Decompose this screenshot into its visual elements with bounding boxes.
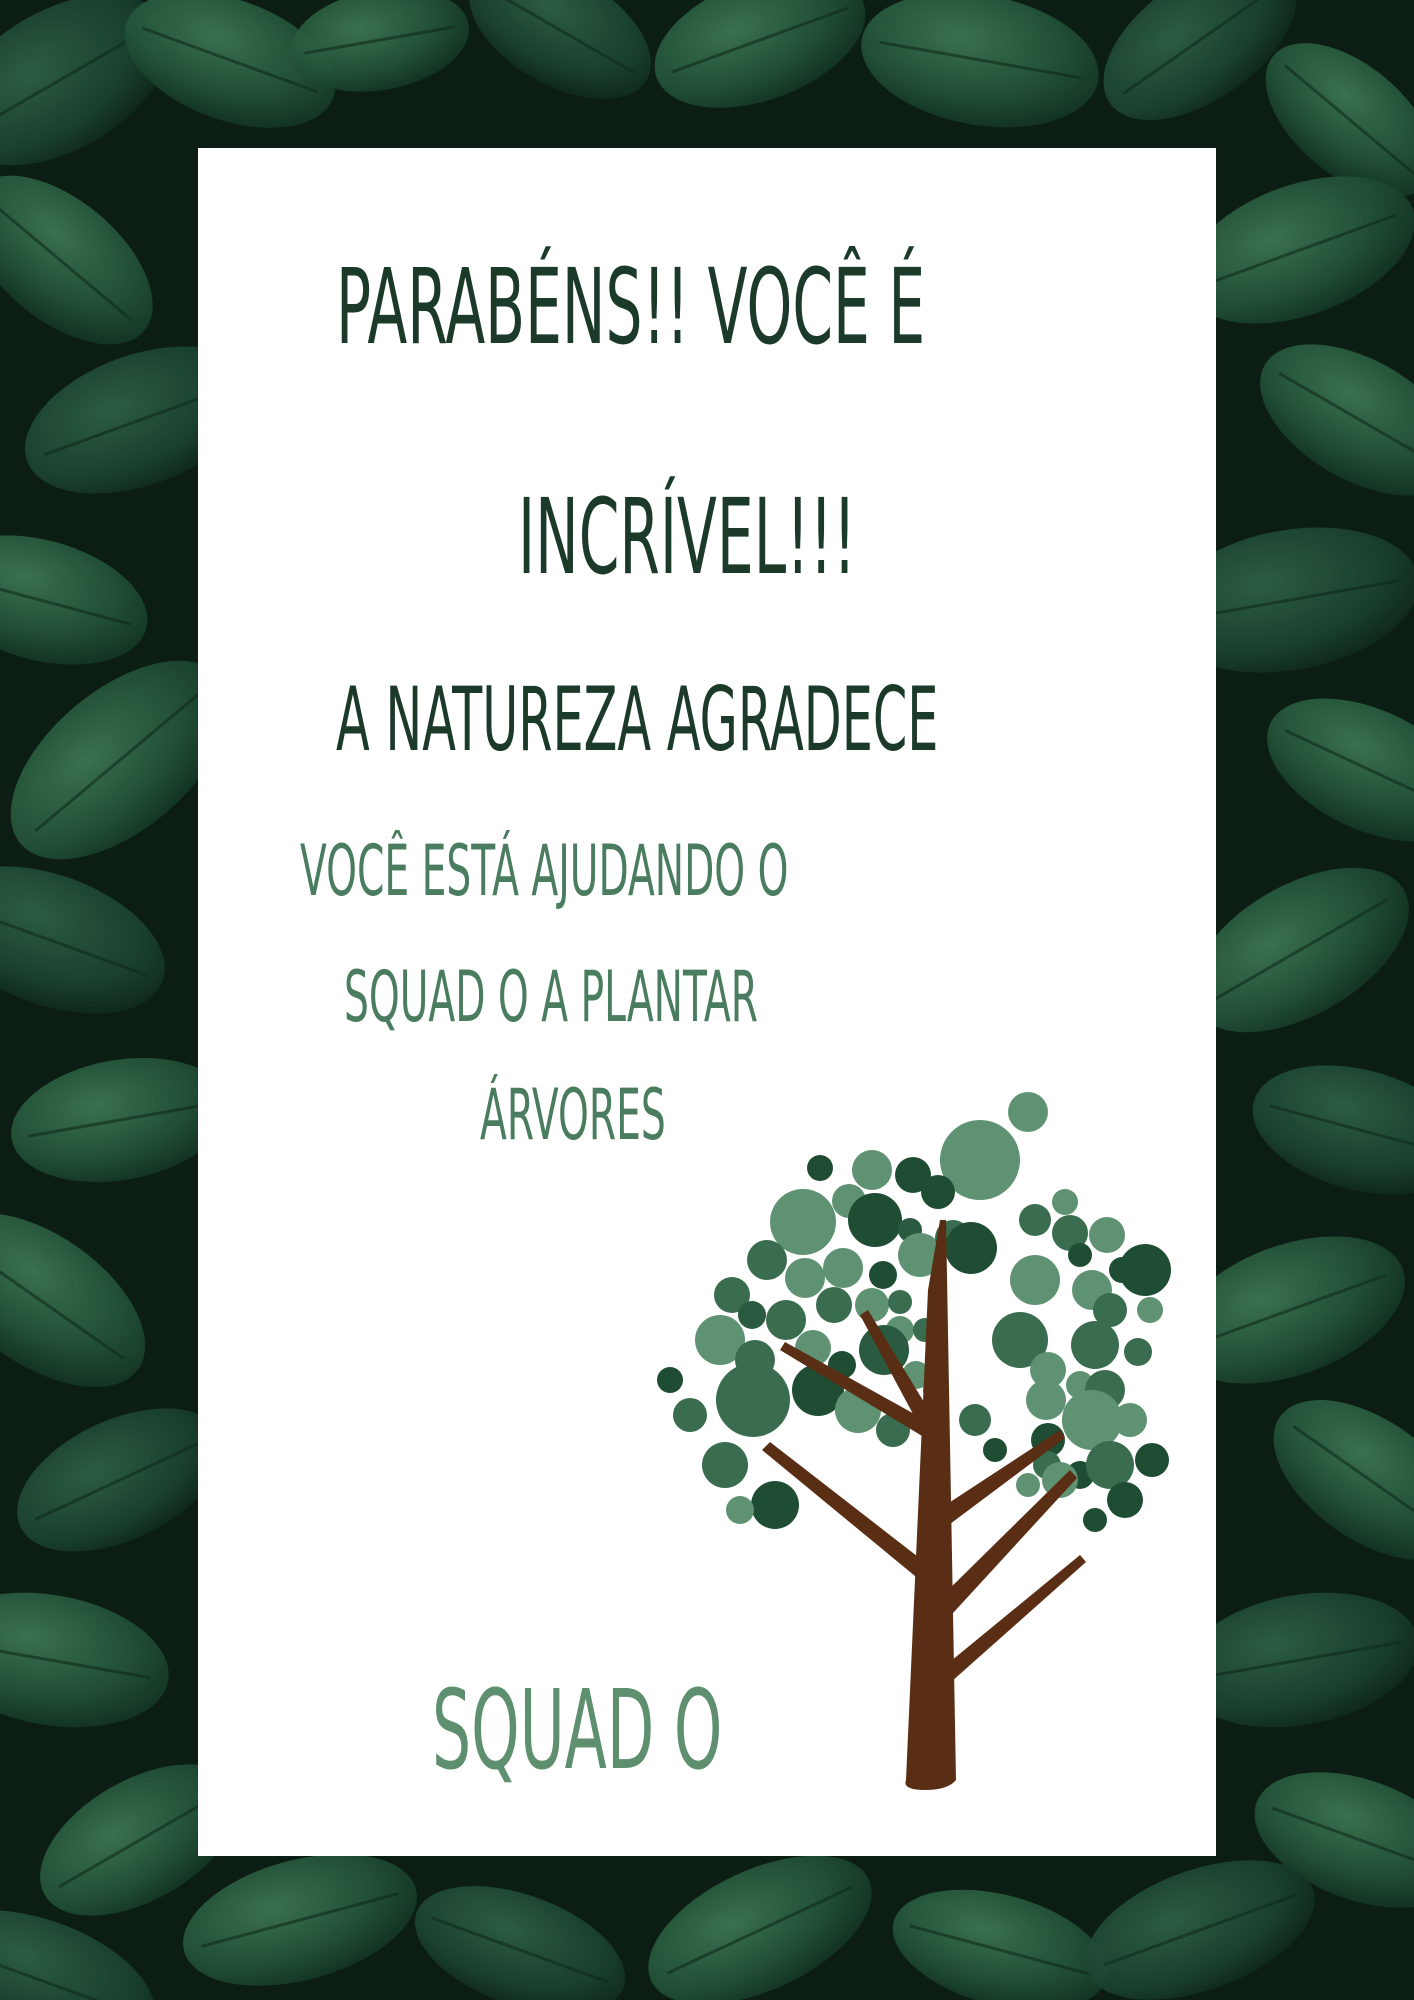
- tree-leaf-dot: [1124, 1338, 1152, 1366]
- tree-leaf-dot: [945, 1222, 997, 1274]
- tree-leaf-dot: [726, 1496, 754, 1524]
- message-line-1: VOCÊ ESTÁ AJUDANDO O: [300, 830, 789, 912]
- tree-leaf-dot: [1010, 1255, 1060, 1305]
- subtitle: A NATUREZA AGRADECE: [336, 668, 939, 771]
- message-line-2: SQUAD O A PLANTAR: [344, 956, 758, 1038]
- tree-leaf-dot: [751, 1481, 799, 1529]
- tree-leaf-dot: [1052, 1189, 1078, 1215]
- tree-leaf-dot: [657, 1367, 683, 1393]
- tree-leaf-dot: [852, 1150, 892, 1190]
- tree-leaf-dot: [673, 1398, 707, 1432]
- tree-trunk: [762, 1220, 1086, 1790]
- tree-leaf-dot: [1107, 1482, 1143, 1518]
- signature: SQUAD O: [432, 1666, 723, 1794]
- tree-leaf-dot: [888, 1290, 912, 1314]
- message-line-3: ÁRVORES: [480, 1074, 666, 1156]
- headline-line-2: INCRÍVEL!!!: [518, 476, 857, 598]
- tree-leaf-dot: [848, 1193, 902, 1247]
- tree-leaf-dot: [1119, 1244, 1171, 1296]
- tree-leaf-dot: [921, 1175, 955, 1209]
- tree-leaf-dot: [1137, 1297, 1163, 1323]
- tree-leaf-dot: [1113, 1403, 1147, 1437]
- tree-leaf-dot: [983, 1438, 1007, 1462]
- tree-leaf-dot: [785, 1258, 825, 1298]
- tree-leaf-dot: [716, 1363, 790, 1437]
- tree-leaf-dot: [766, 1300, 806, 1340]
- tree-leaf-dot: [1026, 1380, 1066, 1420]
- headline-line-1: PARABÉNS!! VOCÊ É: [336, 246, 926, 368]
- tree-leaf-dot: [959, 1404, 991, 1436]
- tree-leaf-dot: [823, 1248, 863, 1288]
- tree-leaf-dot: [1089, 1217, 1125, 1253]
- tree-leaf-dot: [1086, 1441, 1134, 1489]
- tree-leaf-dot: [1008, 1092, 1048, 1132]
- tree-leaf-dot: [869, 1261, 897, 1289]
- tree-leaf-dot: [816, 1287, 852, 1323]
- tree-leaf-dot: [1068, 1243, 1092, 1267]
- tree-leaf-dot: [1071, 1321, 1119, 1369]
- tree-leaf-dot: [1083, 1508, 1107, 1532]
- tree-leaf-dot: [807, 1155, 833, 1181]
- tree-leaf-dot: [1135, 1443, 1169, 1477]
- tree-leaf-dot: [702, 1442, 748, 1488]
- tree-leaf-dot: [1019, 1204, 1051, 1236]
- tree-icon: [640, 1090, 1220, 1830]
- tree-leaf-dot: [738, 1301, 766, 1329]
- tree-leaf-dot: [747, 1240, 787, 1280]
- tree-leaf-dot: [1016, 1473, 1040, 1497]
